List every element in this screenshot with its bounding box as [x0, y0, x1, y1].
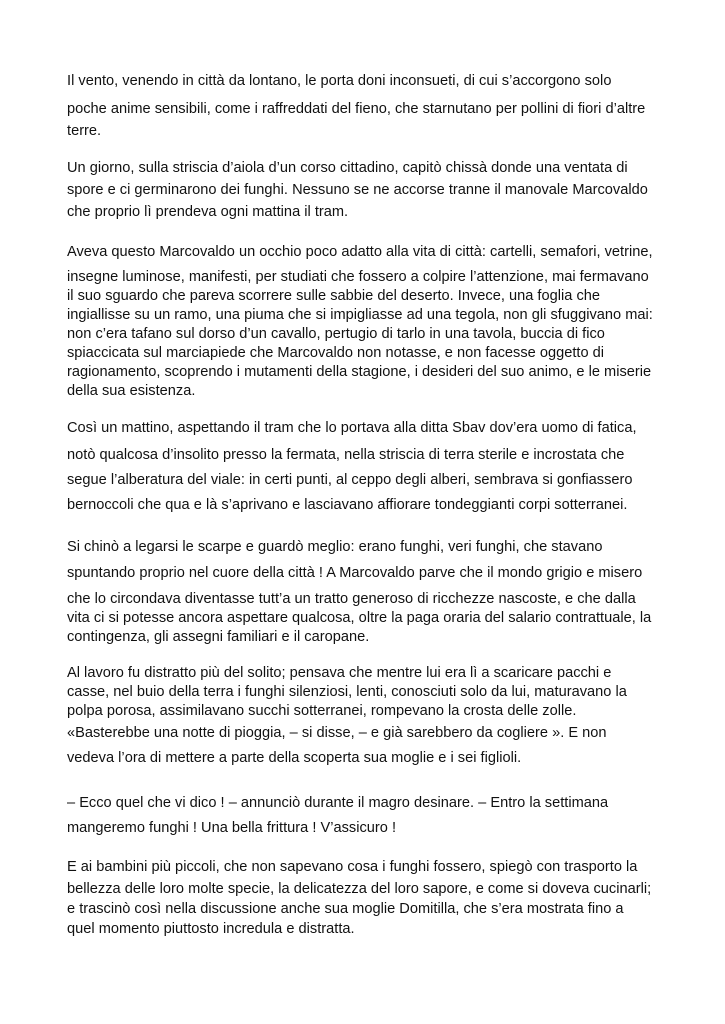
text-line: – Ecco quel che vi dico ! – annunciò durante il magro desinare. – Entro la settimana	[67, 795, 609, 811]
text-line: bellezza delle loro molte specie, la delicatezza del loro sapore, e come si doveva cucinarli;	[67, 881, 652, 897]
text-line: spore e ci germinarono dei funghi. Nessuno se ne accorse tranne il manovale Marcovaldo	[67, 182, 648, 198]
text-line: Aveva questo Marcovaldo un occhio poco adatto alla vita di città: cartelli, semafori, vetrine,	[67, 244, 653, 260]
text-line: «Basterebbe una notte di pioggia, – si disse, – e già sarebbero da cogliere ». E non	[67, 725, 607, 741]
text-line: poche anime sensibili, come i raffreddati del fieno, che starnutano per pollini di fiori d’altre	[67, 101, 646, 117]
text-line: vedeva l’ora di mettere a parte della scoperta sua moglie e i sei figlioli.	[67, 750, 522, 766]
text-line: Al lavoro fu distratto più del solito; pensava che mentre lui era lì a scaricare pacchi e	[67, 665, 612, 681]
text-line: Il vento, venendo in città da lontano, le porta doni inconsueti, di cui s’accorgono solo	[67, 73, 612, 89]
text-line: che proprio lì prendeva ogni mattina il tram.	[67, 204, 349, 220]
text-line: della sua esistenza.	[67, 383, 196, 399]
text-line: casse, nel buio della terra i funghi silenziosi, lenti, conosciuti solo da lui, maturavano la	[67, 684, 627, 700]
text-line: il suo sguardo che pareva scorrere sulle sabbie del deserto. Invece, una foglia che	[67, 288, 601, 304]
text-line: non c’era tafano sul dorso d’un cavallo, pertugio di tarlo in una tavola, buccia di fico	[67, 326, 605, 342]
text-line: mangeremo funghi ! Una bella frittura ! V’assicuro !	[67, 820, 397, 836]
text-line: Si chinò a legarsi le scarpe e guardò meglio: erano funghi, veri funghi, che stavano	[67, 539, 603, 555]
text-line: E ai bambini più piccoli, che non sapevano cosa i funghi fossero, spiegò con trasporto la	[67, 859, 638, 875]
text-line: ragionamento, scoprendo i mutamenti della stagione, i desideri del suo animo, e le miserie	[67, 364, 652, 380]
text-line: e trascinò così nella discussione anche sua moglie Domitilla, che s’era mostrata fino a	[67, 901, 624, 917]
text-line: terre.	[67, 123, 102, 139]
text-line: Così un mattino, aspettando il tram che lo portava alla ditta Sbav dov’era uomo di fatica,	[67, 420, 637, 436]
text-line: notò qualcosa d’insolito presso la fermata, nella striscia di terra sterile e incrostata che	[67, 447, 625, 463]
text-line: insegne luminose, manifesti, per studiati che fossero a colpire l’attenzione, mai fermavano	[67, 269, 649, 285]
text-line: che lo circondava diventasse tutt’a un tratto generoso di ricchezze nascoste, e che dalla	[67, 591, 636, 607]
text-line: segue l’alberatura del viale: in certi punti, al ceppo degli alberi, sembrava si gonfiassero	[67, 472, 633, 488]
text-line: spuntando proprio nel cuore della città ! A Marcovaldo parve che il mondo grigio e misero	[67, 565, 643, 581]
text-line: vita ci si potesse ancora aspettare qualcosa, oltre la paga oraria del salario contrattuale, la	[67, 610, 652, 626]
text-line: Un giorno, sulla striscia d’aiola d’un corso cittadino, capitò chissà donde una ventata di	[67, 160, 628, 176]
text-line: quel momento piuttosto incredula e distratta.	[67, 921, 355, 937]
text-line: spiaccicata sul marciapiede che Marcovaldo non notasse, e non facesse oggetto di	[67, 345, 605, 361]
text-line: contingenza, gli assegni familiari e il caropane.	[67, 629, 370, 645]
text-line: bernoccoli che qua e là s’aprivano e lasciavano affiorare tondeggianti corpi sotterranei.	[67, 497, 628, 513]
text-line: ingiallisse su un ramo, una piuma che si impigliasse ad una tegola, non gli sfuggivano mai:	[67, 307, 653, 323]
text-line: polpa porosa, assimilavano succhi sotterranei, rompevano la crosta delle zolle.	[67, 703, 577, 719]
